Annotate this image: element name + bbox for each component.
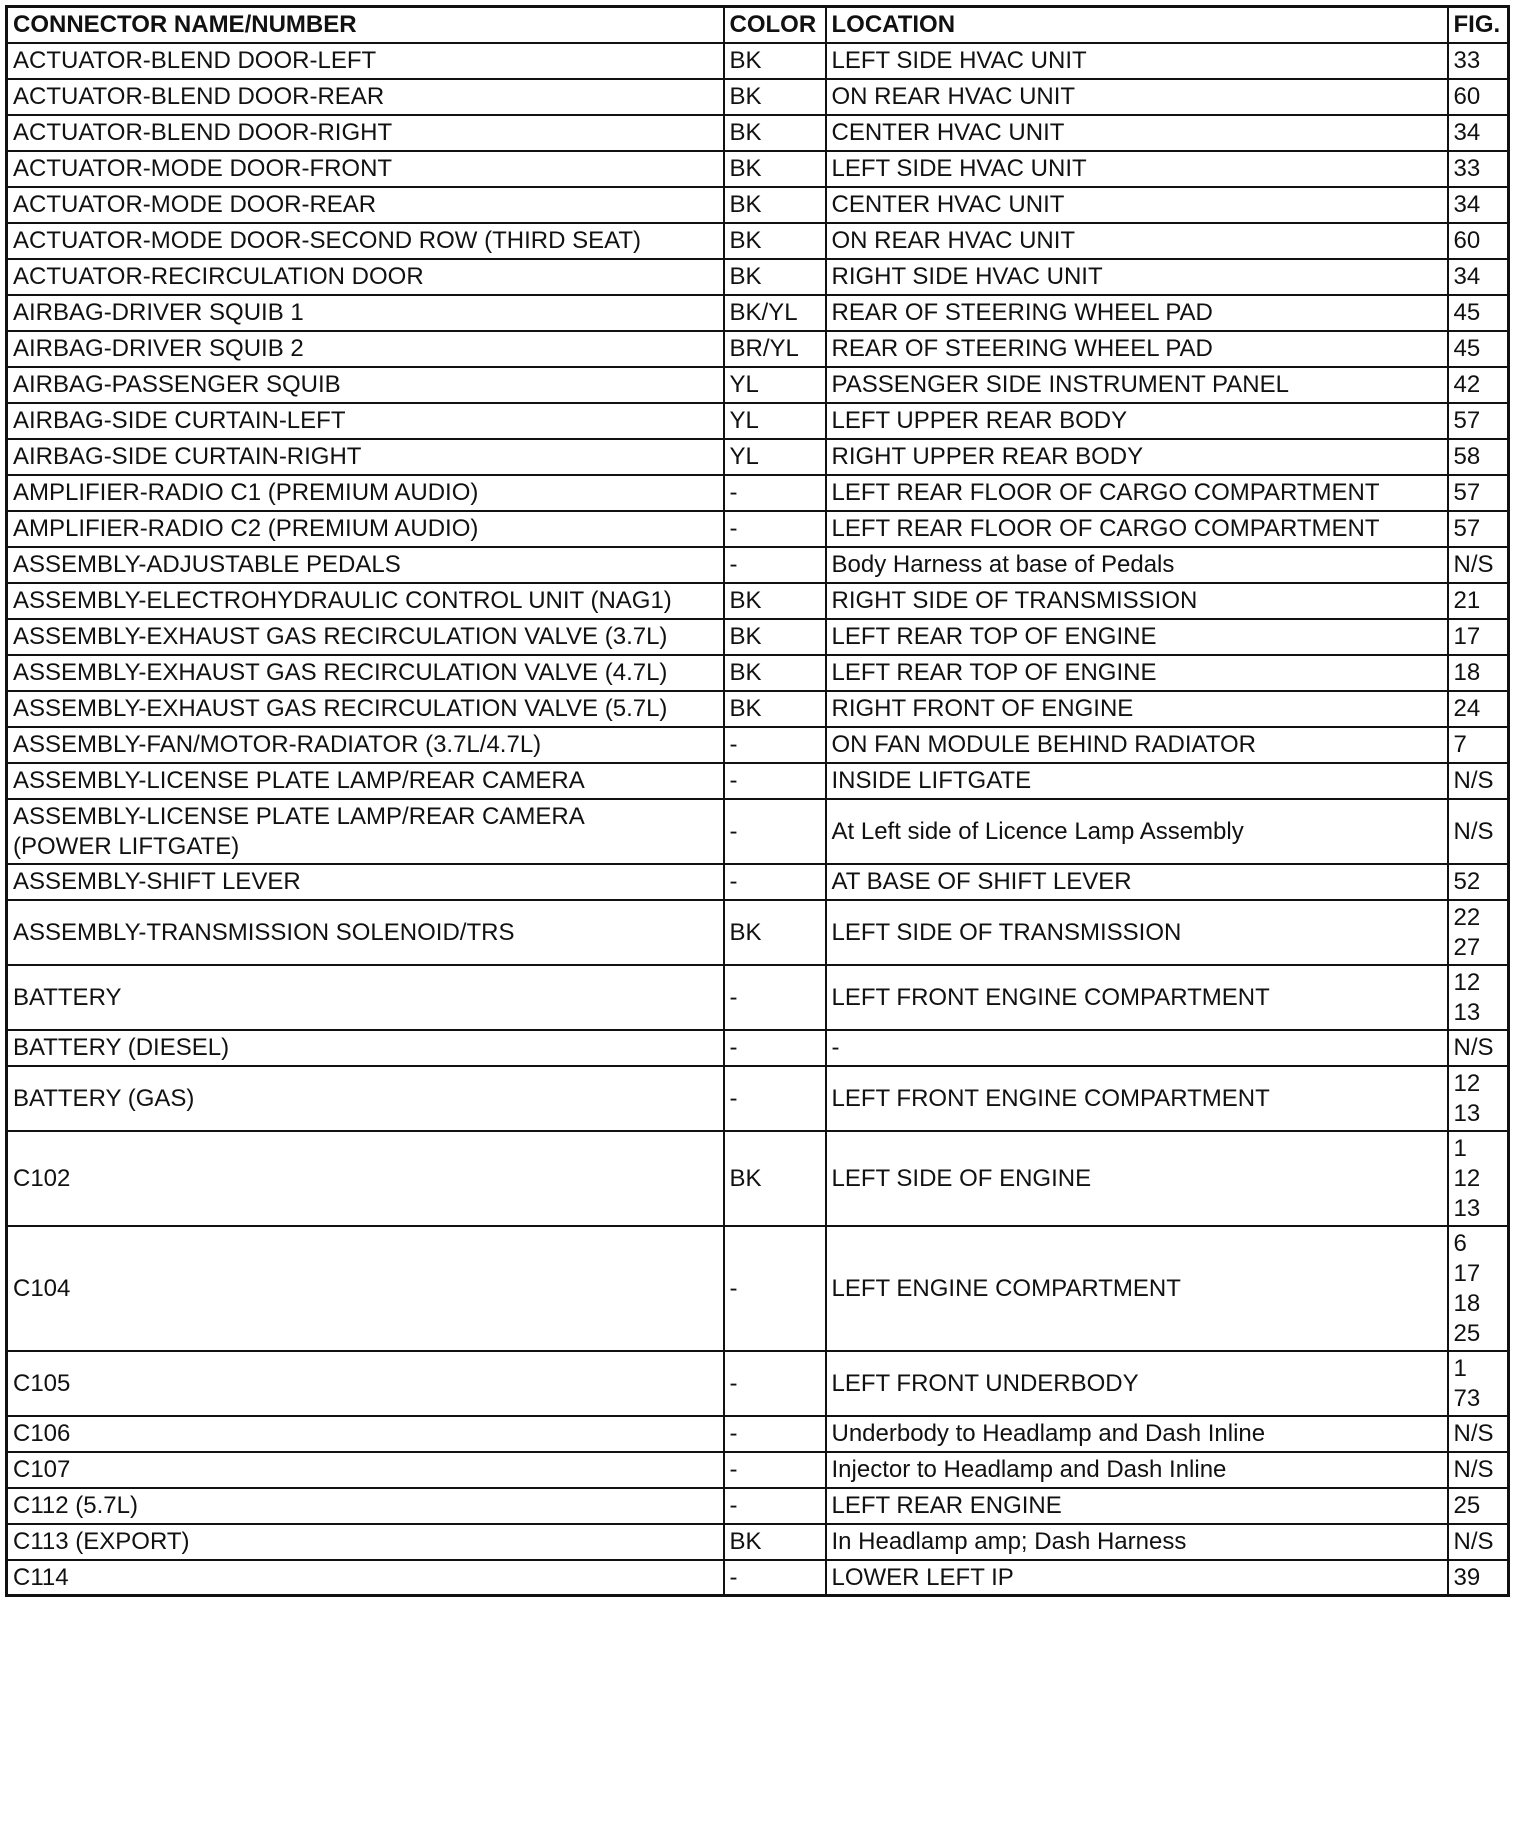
- table-row: [7, 439, 1509, 475]
- header-row: [7, 7, 1509, 43]
- connector-name-cell: ASSEMBLY-ADJUSTABLE PEDALS: [7, 547, 724, 583]
- table-row: [7, 331, 1509, 367]
- fig-cell: 58: [1448, 439, 1509, 475]
- location-cell: LEFT FRONT ENGINE COMPARTMENT: [826, 1066, 1448, 1131]
- connector-name-cell: AIRBAG-PASSENGER SQUIB: [7, 367, 724, 403]
- table-row: [7, 187, 1509, 223]
- color-cell: BK: [724, 655, 826, 691]
- table-row: [7, 900, 1509, 965]
- header-location: LOCATION: [826, 7, 1448, 43]
- location-cell: CENTER HVAC UNIT: [826, 187, 1448, 223]
- fig-cell: 42: [1448, 367, 1509, 403]
- connector-name-cell: ASSEMBLY-LICENSE PLATE LAMP/REAR CAMERA: [7, 763, 724, 799]
- table-row: [7, 367, 1509, 403]
- connector-name-cell: ASSEMBLY-EXHAUST GAS RECIRCULATION VALVE (3.7L): [7, 619, 724, 655]
- location-cell: LEFT FRONT UNDERBODY: [826, 1351, 1448, 1416]
- connector-name-cell: ASSEMBLY-SHIFT LEVER: [7, 864, 724, 900]
- connector-name-cell: C106: [7, 1416, 724, 1452]
- connector-name-cell: C112 (5.7L): [7, 1488, 724, 1524]
- color-cell: BR/YL: [724, 331, 826, 367]
- connector-name-cell: ASSEMBLY-EXHAUST GAS RECIRCULATION VALVE (4.7L): [7, 655, 724, 691]
- connector-name-cell: C113 (EXPORT): [7, 1524, 724, 1560]
- fig-cell: 34: [1448, 115, 1509, 151]
- fig-cell: 1 73: [1448, 1351, 1509, 1416]
- location-cell: LEFT REAR TOP OF ENGINE: [826, 655, 1448, 691]
- color-cell: BK: [724, 187, 826, 223]
- color-cell: -: [724, 511, 826, 547]
- header-connector-name: CONNECTOR NAME/NUMBER: [7, 7, 724, 43]
- color-cell: -: [724, 475, 826, 511]
- color-cell: YL: [724, 403, 826, 439]
- color-cell: -: [724, 1066, 826, 1131]
- color-cell: -: [724, 965, 826, 1030]
- fig-cell: 17: [1448, 619, 1509, 655]
- fig-cell: 45: [1448, 295, 1509, 331]
- connector-name-cell: ASSEMBLY-LICENSE PLATE LAMP/REAR CAMERA (POWER LIFTGATE): [7, 799, 724, 864]
- location-cell: In Headlamp amp; Dash Harness: [826, 1524, 1448, 1560]
- fig-cell: 1 12 13: [1448, 1131, 1509, 1226]
- fig-cell: 34: [1448, 259, 1509, 295]
- color-cell: BK: [724, 115, 826, 151]
- color-cell: -: [724, 1030, 826, 1066]
- location-cell: Injector to Headlamp and Dash Inline: [826, 1452, 1448, 1488]
- fig-cell: 21: [1448, 583, 1509, 619]
- connector-name-cell: ASSEMBLY-EXHAUST GAS RECIRCULATION VALVE (5.7L): [7, 691, 724, 727]
- color-cell: BK: [724, 43, 826, 79]
- fig-cell: N/S: [1448, 1030, 1509, 1066]
- color-cell: BK: [724, 583, 826, 619]
- color-cell: -: [724, 1416, 826, 1452]
- connector-name-cell: ACTUATOR-MODE DOOR-SECOND ROW (THIRD SEAT): [7, 223, 724, 259]
- fig-cell: 6 17 18 25: [1448, 1226, 1509, 1351]
- color-cell: BK: [724, 900, 826, 965]
- connector-name-cell: AMPLIFIER-RADIO C1 (PREMIUM AUDIO): [7, 475, 724, 511]
- location-cell: LEFT REAR FLOOR OF CARGO COMPARTMENT: [826, 475, 1448, 511]
- location-cell: RIGHT SIDE OF TRANSMISSION: [826, 583, 1448, 619]
- connector-name-cell: C105: [7, 1351, 724, 1416]
- table-row: [7, 259, 1509, 295]
- location-cell: LEFT REAR TOP OF ENGINE: [826, 619, 1448, 655]
- connector-name-cell: BATTERY (GAS): [7, 1066, 724, 1131]
- connector-name-cell: ACTUATOR-BLEND DOOR-LEFT: [7, 43, 724, 79]
- location-cell: PASSENGER SIDE INSTRUMENT PANEL: [826, 367, 1448, 403]
- table-row: [7, 1351, 1509, 1416]
- location-cell: LEFT SIDE OF ENGINE: [826, 1131, 1448, 1226]
- connector-table: [5, 5, 1510, 1597]
- fig-cell: 57: [1448, 403, 1509, 439]
- location-cell: LEFT ENGINE COMPARTMENT: [826, 1226, 1448, 1351]
- table-row: [7, 965, 1509, 1030]
- connector-name-cell: ACTUATOR-MODE DOOR-FRONT: [7, 151, 724, 187]
- table-row: [7, 115, 1509, 151]
- location-cell: ON FAN MODULE BEHIND RADIATOR: [826, 727, 1448, 763]
- location-cell: LEFT UPPER REAR BODY: [826, 403, 1448, 439]
- location-cell: CENTER HVAC UNIT: [826, 115, 1448, 151]
- table-row: [7, 79, 1509, 115]
- color-cell: BK: [724, 1524, 826, 1560]
- table-row: [7, 763, 1509, 799]
- location-cell: REAR OF STEERING WHEEL PAD: [826, 295, 1448, 331]
- fig-cell: 22 27: [1448, 900, 1509, 965]
- color-cell: BK: [724, 691, 826, 727]
- color-cell: YL: [724, 367, 826, 403]
- fig-cell: N/S: [1448, 799, 1509, 864]
- connector-name-cell: ASSEMBLY-ELECTROHYDRAULIC CONTROL UNIT (NAG1): [7, 583, 724, 619]
- table-row: [7, 1131, 1509, 1226]
- fig-cell: 18: [1448, 655, 1509, 691]
- connector-name-cell: AIRBAG-DRIVER SQUIB 1: [7, 295, 724, 331]
- table-row: [7, 1226, 1509, 1351]
- table-row: [7, 655, 1509, 691]
- color-cell: -: [724, 799, 826, 864]
- table-row: [7, 583, 1509, 619]
- table-row: [7, 151, 1509, 187]
- location-cell: ON REAR HVAC UNIT: [826, 223, 1448, 259]
- location-cell: ON REAR HVAC UNIT: [826, 79, 1448, 115]
- fig-cell: N/S: [1448, 1416, 1509, 1452]
- color-cell: BK: [724, 79, 826, 115]
- connector-name-cell: ACTUATOR-RECIRCULATION DOOR: [7, 259, 724, 295]
- fig-cell: 7: [1448, 727, 1509, 763]
- location-cell: LEFT SIDE HVAC UNIT: [826, 43, 1448, 79]
- location-cell: -: [826, 1030, 1448, 1066]
- fig-cell: 12 13: [1448, 1066, 1509, 1131]
- fig-cell: 60: [1448, 79, 1509, 115]
- color-cell: BK: [724, 1131, 826, 1226]
- connector-name-cell: C102: [7, 1131, 724, 1226]
- location-cell: AT BASE OF SHIFT LEVER: [826, 864, 1448, 900]
- color-cell: YL: [724, 439, 826, 475]
- color-cell: -: [724, 1226, 826, 1351]
- connector-name-cell: ACTUATOR-BLEND DOOR-RIGHT: [7, 115, 724, 151]
- location-cell: At Left side of Licence Lamp Assembly: [826, 799, 1448, 864]
- fig-cell: 25: [1448, 1488, 1509, 1524]
- location-cell: LEFT REAR FLOOR OF CARGO COMPARTMENT: [826, 511, 1448, 547]
- color-cell: BK: [724, 259, 826, 295]
- fig-cell: 24: [1448, 691, 1509, 727]
- table-row: [7, 223, 1509, 259]
- connector-name-cell: ACTUATOR-BLEND DOOR-REAR: [7, 79, 724, 115]
- table-row: [7, 1030, 1509, 1066]
- connector-name-cell: C114: [7, 1560, 724, 1596]
- table-row: [7, 691, 1509, 727]
- location-cell: RIGHT SIDE HVAC UNIT: [826, 259, 1448, 295]
- fig-cell: N/S: [1448, 1452, 1509, 1488]
- location-cell: RIGHT FRONT OF ENGINE: [826, 691, 1448, 727]
- fig-cell: 39: [1448, 1560, 1509, 1596]
- table-body: [7, 43, 1509, 1596]
- location-cell: LEFT SIDE OF TRANSMISSION: [826, 900, 1448, 965]
- color-cell: BK: [724, 151, 826, 187]
- location-cell: Underbody to Headlamp and Dash Inline: [826, 1416, 1448, 1452]
- connector-name-cell: BATTERY: [7, 965, 724, 1030]
- location-cell: REAR OF STEERING WHEEL PAD: [826, 331, 1448, 367]
- connector-name-cell: ACTUATOR-MODE DOOR-REAR: [7, 187, 724, 223]
- table-row: [7, 619, 1509, 655]
- fig-cell: N/S: [1448, 763, 1509, 799]
- table-row: [7, 295, 1509, 331]
- table-row: [7, 1524, 1509, 1560]
- color-cell: -: [724, 1351, 826, 1416]
- location-cell: LEFT SIDE HVAC UNIT: [826, 151, 1448, 187]
- location-cell: LEFT FRONT ENGINE COMPARTMENT: [826, 965, 1448, 1030]
- table-row: [7, 1416, 1509, 1452]
- fig-cell: 45: [1448, 331, 1509, 367]
- fig-cell: 33: [1448, 151, 1509, 187]
- header-color: COLOR: [724, 7, 826, 43]
- header-fig: FIG.: [1448, 7, 1509, 43]
- table-row: [7, 511, 1509, 547]
- connector-name-cell: ASSEMBLY-FAN/MOTOR-RADIATOR (3.7L/4.7L): [7, 727, 724, 763]
- fig-cell: 12 13: [1448, 965, 1509, 1030]
- color-cell: -: [724, 727, 826, 763]
- table-row: [7, 1488, 1509, 1524]
- color-cell: -: [724, 864, 826, 900]
- table-row: [7, 864, 1509, 900]
- color-cell: -: [724, 1560, 826, 1596]
- table-row: [7, 727, 1509, 763]
- connector-name-cell: AIRBAG-DRIVER SQUIB 2: [7, 331, 724, 367]
- color-cell: -: [724, 1452, 826, 1488]
- color-cell: BK/YL: [724, 295, 826, 331]
- location-cell: LOWER LEFT IP: [826, 1560, 1448, 1596]
- color-cell: BK: [724, 619, 826, 655]
- color-cell: -: [724, 547, 826, 583]
- fig-cell: N/S: [1448, 547, 1509, 583]
- location-cell: INSIDE LIFTGATE: [826, 763, 1448, 799]
- fig-cell: 34: [1448, 187, 1509, 223]
- location-cell: RIGHT UPPER REAR BODY: [826, 439, 1448, 475]
- color-cell: -: [724, 1488, 826, 1524]
- connector-name-cell: C107: [7, 1452, 724, 1488]
- table-row: [7, 475, 1509, 511]
- connector-name-cell: BATTERY (DIESEL): [7, 1030, 724, 1066]
- fig-cell: 52: [1448, 864, 1509, 900]
- table-row: [7, 799, 1509, 864]
- table-row: [7, 43, 1509, 79]
- connector-name-cell: AIRBAG-SIDE CURTAIN-LEFT: [7, 403, 724, 439]
- connector-name-cell: ASSEMBLY-TRANSMISSION SOLENOID/TRS: [7, 900, 724, 965]
- fig-cell: 33: [1448, 43, 1509, 79]
- table-row: [7, 1452, 1509, 1488]
- table-row: [7, 1560, 1509, 1596]
- connector-name-cell: AMPLIFIER-RADIO C2 (PREMIUM AUDIO): [7, 511, 724, 547]
- fig-cell: 57: [1448, 475, 1509, 511]
- connector-name-cell: AIRBAG-SIDE CURTAIN-RIGHT: [7, 439, 724, 475]
- table-row: [7, 547, 1509, 583]
- fig-cell: N/S: [1448, 1524, 1509, 1560]
- location-cell: LEFT REAR ENGINE: [826, 1488, 1448, 1524]
- fig-cell: 60: [1448, 223, 1509, 259]
- table-row: [7, 403, 1509, 439]
- color-cell: -: [724, 763, 826, 799]
- location-cell: Body Harness at base of Pedals: [826, 547, 1448, 583]
- fig-cell: 57: [1448, 511, 1509, 547]
- table-header: [7, 7, 1509, 43]
- color-cell: BK: [724, 223, 826, 259]
- table-row: [7, 1066, 1509, 1131]
- connector-name-cell: C104: [7, 1226, 724, 1351]
